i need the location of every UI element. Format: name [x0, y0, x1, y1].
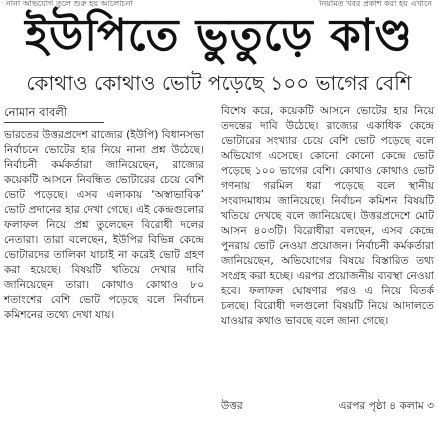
right-column-text: বিশেষ করে, কয়েকটি আসনে ভোটের হার নিয়ে তদন্তের দাবি উঠেছে। রাজ্যের একাধিক কেন্দ্রে ভোটারের সংখ্যার চেয়ে বেশি ভোট পড়েছে বলে অভিযোগ এসেছে। কোনো কোনো কেন্দ্রে ভোট পড়েছে ১০০ ভাগের বেশি। কোথাও কোথাও ভোট গণনায় গরমিল ধরা পড়েছে বলে স্থানীয় সংবাদমাধ্যম জানিয়েছে। নির্বাচন কমিশন বিষয়টি খতিয়ে দেখছে বলে জানিয়েছে। উত্তরপ্রদেশে মোট আসন ৪০৩টি। বিরোধীরা বলছেন, এসব কেন্দ্রে পুনরায় ভোট নেওয়া প্রয়োজন। নির্বাচনী কর্মকর্তারা জানিয়েছেন, অভিযোগের বিষয়ে বিস্তারিত তথ্য সংগ্রহ করা হচ্ছে। এরপর প্রয়োজনীয় ব্যবস্থা নেওয়া হবে। ফলাফল ঘোষণার পরও এ নিয়ে বিতর্ক চলছে। বিরোধী দলগুলো বিষয়টি নিয়ে আদালতে যাওয়ার কথাও ভাবছে বলে জানা গেছে। — [221, 105, 434, 327]
top-strip-right: নিয়মিত খবর প্রকাশ করা হয় এখানে — [319, 0, 432, 8]
right-column — [221, 104, 434, 329]
top-strip — [0, 0, 438, 8]
top-strip-left: নানা অভিযোগ তুলে শুরু হয় আলোচনা — [6, 0, 133, 8]
headline: ইউপিতে ভুতুড়ে কাণ্ড — [25, 10, 413, 61]
continuation-jump: এরপর পৃষ্ঠা ৪ কলাম ৩ — [338, 400, 434, 412]
byline-divider — [4, 122, 104, 123]
left-column-text: ভারতের উত্তরপ্রদেশ রাজ্যের (ইউপি) বিধানসভা নির্বাচনে ভোটের হার নিয়ে নানা প্রশ্ন উঠেছে। নির্বাচনী কর্মকর্তারা জানিয়েছেন, রাজ্যের কয়েকটি আসনে নিবন্ধিত ভোটারের চেয়ে বেশি ভোট পড়েছে। এসব এলাকায় ‘অস্বাভাবিক’ ভোট প্রদানের হার দেখা গেছে। এই কেন্দ্রগুলোর ফলাফল নিয়ে প্রশ্ন তুলেছেন বিরোধী দলের নেতারা। তারা বলেছেন, ইউপির বিভিন্ন কেন্দ্রে ভোটারদের তালিকা যাচাই না করেই ভোট গ্রহণ করা হয়েছে। বিষয়টি খতিয়ে দেখার দাবি জানিয়েছেন তারা। কোথাও কোথাও ৮০ শতাংশের বেশি ভোট পড়েছে বলে নির্বাচন কমিশনের তথ্যে দেখা যায়। — [4, 129, 204, 321]
continuation-left: উত্তর — [221, 400, 243, 412]
byline: নোমান বাবলী — [4, 105, 68, 119]
continuation-line — [221, 399, 434, 414]
left-column — [4, 104, 204, 323]
subheadline: কোথাও কোথাও ভোট পড়েছে ১০০ ভাগের বেশি — [26, 71, 412, 95]
